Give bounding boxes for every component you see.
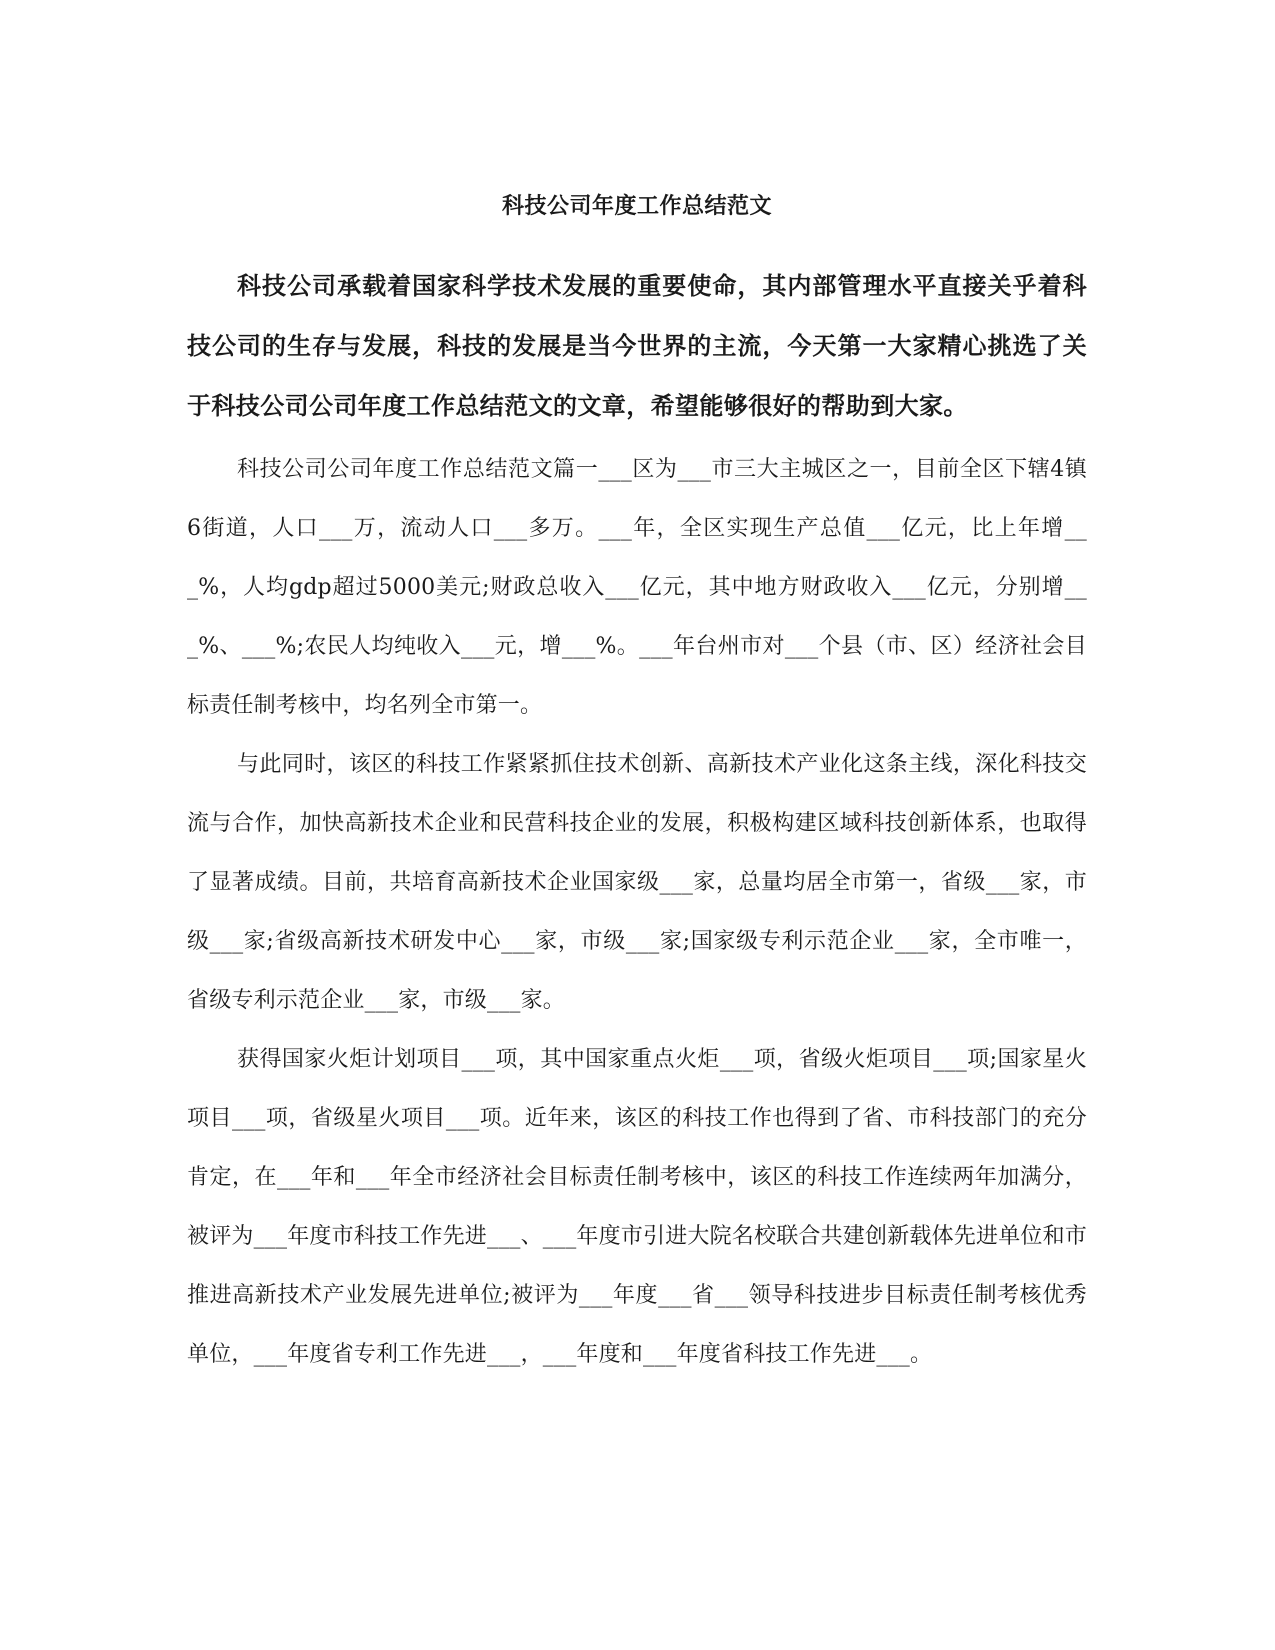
body-paragraph-3: 获得国家火炬计划项目___项，其中国家重点火炬___项，省级火炬项目___项;国家星火项目___项，省级星火项目___项。近年来，该区的科技工作也得到了省、市科技部门的充分肯定，在___年和___年全市经济社会目标责任制考核中，该区的科技工作连续两年加满分，被评为___年度市科技工作先进___、___年度市引进大院名校联合共建创新载体先进单位和市推进高新技术产业发展先进单位;被评为___年度___省___领导科技进步目标责任制考核优秀单位，___年度省专利工作先进___，___年度和___年度省科技工作先进___。	[187, 1047, 1088, 1367]
document-title: 科技公司年度工作总结范文	[501, 193, 772, 219]
intro-paragraph: 科技公司承载着国家科学技术发展的重要使命，其内部管理水平直接关乎着科技公司的生存与发展，科技的发展是当今世界的主流，今天第一大家精心挑选了关于科技公司公司年度工作总结范文的文章，希望能够很好的帮助到大家。	[187, 271, 1087, 420]
body-paragraph-2: 与此同时，该区的科技工作紧紧抓住技术创新、高新技术产业化这条主线，深化科技交流与合作，加快高新技术企业和民营科技企业的发展，积极构建区域科技创新体系，也取得了显著成绩。目前，共培育高新技术企业国家级___家，总量均居全市第一，省级___家，市级___家;省级高新技术研发中心___家，市级___家;国家级专利示范企业___家，全市唯一，省级专利示范企业___家，市级___家。	[187, 752, 1087, 1013]
document-page	[187, 0, 1087, 1650]
document-body	[187, 440, 1087, 1384]
body-paragraph-1: 科技公司公司年度工作总结范文篇一___区为___市三大主城区之一，目前全区下辖4镇6街道，人口___万，流动人口___多万。___年，全区实现生产总值___亿元，比上年增___%，人均gdp超过5000美元;财政总收入___亿元，其中地方财政收入___亿元，分别增___%、___%;农民人均纯收入___元，增___%。___年台州市对___个县（市、区）经济社会目标责任制考核中，均名列全市第一。	[187, 457, 1087, 718]
